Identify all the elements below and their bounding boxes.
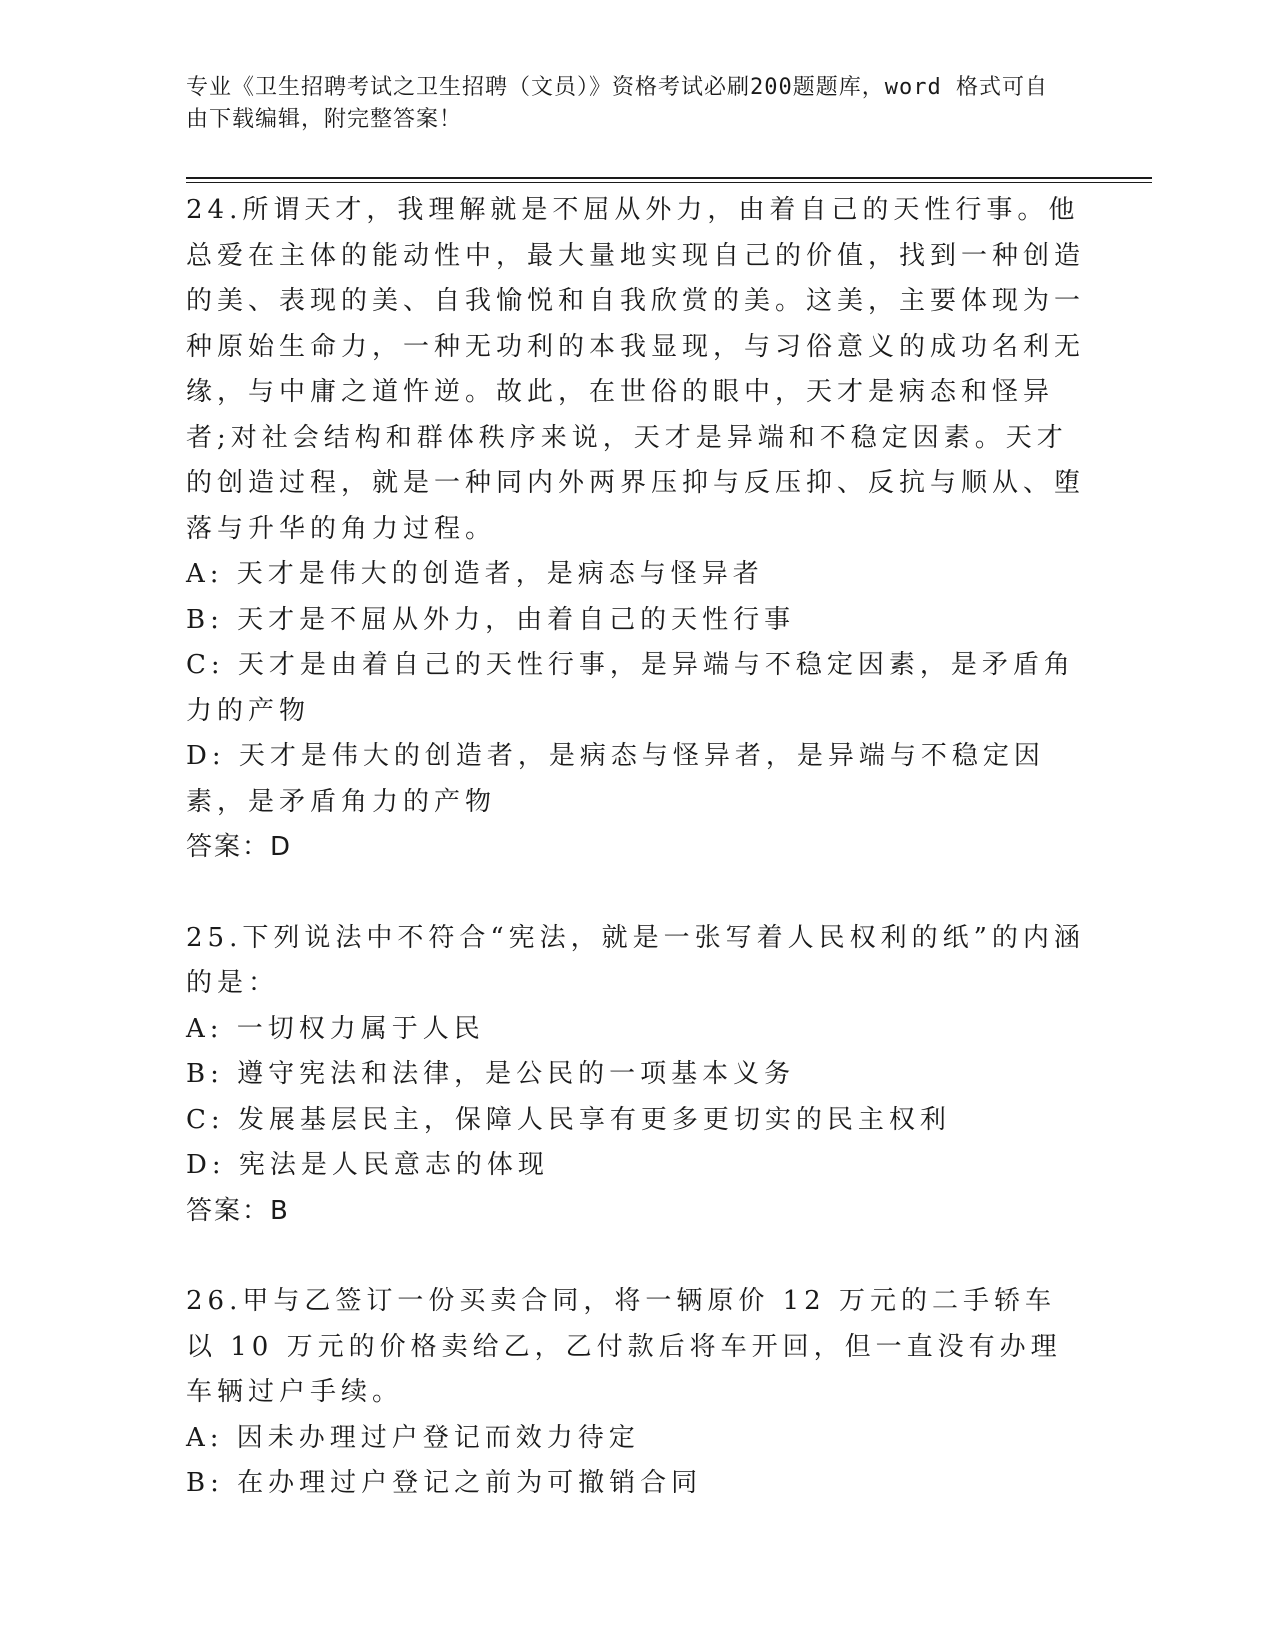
question-stem: 25.下列说法中不符合“宪法，就是一张写着人民权利的纸”的内涵的是：: [186, 922, 1085, 998]
answer: 答案：D: [186, 832, 293, 862]
option-a: A: 因未办理过户登记而效力待定: [186, 1422, 640, 1453]
header-rule-thick: [186, 177, 1152, 179]
option-d: D: 宪法是人民意志的体现: [186, 1150, 549, 1180]
question-24: [186, 188, 1086, 871]
question-25: [186, 916, 1086, 1235]
question-stem: 24.所谓天才，我理解就是不屈从外力，由着自己的天性行事。他总爱在主体的能动性中，最大量地实现自己的价值，找到一种创造的美、表现的美、自我愉悦和自我欣赏的美。这美，主要体现为一种原始生命力，一种无功利的本我显现，与习俗意义的成功名利无缘，与中庸之道忤逆。故此，在世俗的眼中，天才是病态和怪异者;对社会结构和群体秩序来说，天才是异端和不稳定因素。天才的创造过程，就是一种同内外两界压抑与反压抑、反抗与顺从、堕落与升华的角力过程。: [186, 195, 1086, 544]
option-b: B: 天才是不屈从外力，由着自己的天性行事: [186, 604, 796, 635]
option-c: C: 发展基层民主，保障人民享有更多更切实的民主权利: [186, 1104, 951, 1135]
option-c: C: 天才是由着自己的天性行事，是异端与不稳定因素，是矛盾角力的产物: [186, 650, 1075, 726]
option-d: D: 天才是伟大的创造者，是病态与怪异者，是异端与不稳定因素，是矛盾角力的产物: [186, 741, 1045, 817]
question-stem: 26.甲与乙签订一份买卖合同，将一辆原价 12 万元的二手轿车以 10 万元的价格卖给乙，乙付款后将车开回，但一直没有办理车辆过户手续。: [186, 1286, 1062, 1407]
option-b: B: 遵守宪法和法律，是公民的一项基本义务: [186, 1059, 796, 1089]
page-header: 专业《卫生招聘考试之卫生招聘（文员）》资格考试必刷200题题库，word 格式可自由下载编辑，附完整答案！: [186, 75, 1048, 132]
option-a: A: 一切权力属于人民: [186, 1013, 485, 1044]
header-rule-thin: [186, 182, 1152, 183]
answer: 答案：B: [186, 1195, 290, 1226]
question-list: [186, 188, 1086, 1507]
option-a: A: 天才是伟大的创造者，是病态与怪异者: [186, 559, 764, 589]
option-b: B: 在办理过户登记之前为可撤销合同: [186, 1468, 703, 1498]
question-26: [186, 1279, 1086, 1507]
